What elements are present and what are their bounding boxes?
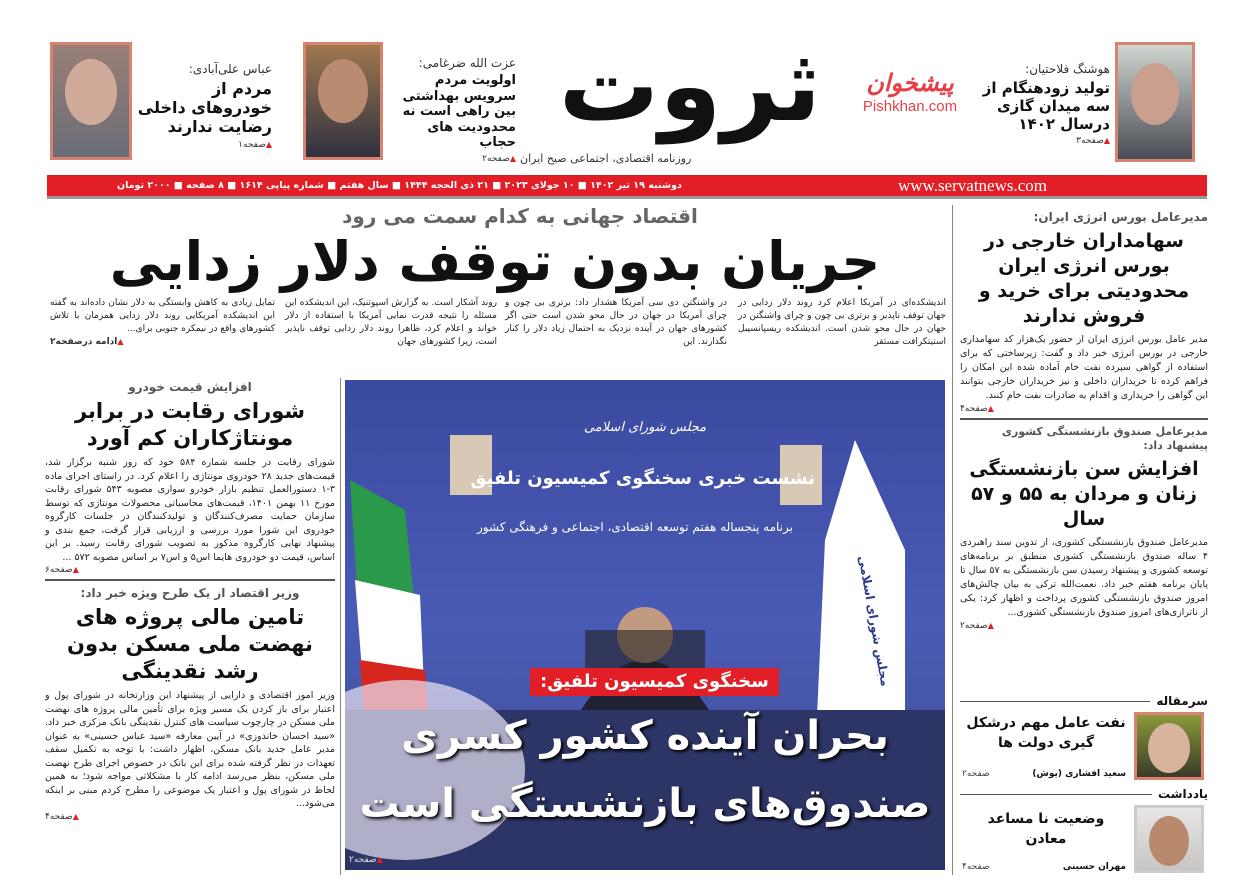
photo-caption-label: سخنگوی کمیسیون تلفیق:: [530, 668, 779, 696]
lead-column: در واشنگتن دی سی آمریکا هشدار داد: برتری بی چون و چرای آمریکا در جهان در حال محو شدن است حتی اگر کشورهای جهان در آینده نزدیک به احتمال زیاد دلار را کنار نگذارند. این: [505, 298, 727, 347]
story-housing: وزیر اقتصاد از یک طرح ویژه خبر داد: تامین مالی پروژه های نهضت ملی مسکن بدون رشد نقدینگی وزیر امور اقتصادی و دارایی از پیشنهاد این وزارتخانه در شورای پول و اعتبار برای باز کردن یک مسیر ویژه برای تأمین مالی پروژه های نهضت ملی مسکن در چارچوب سیاست های کنترل نقدینگی بانک مرکزی خبر داد. «سید احسان خاندوزی» در آیین معارفه «سید عباس حسینی» به عنوان مدیر عامل جدید بانک مسکن، اظهار داشت: با توجه به تکمیل سقف تعهدات در نظر گرفته شده برای این بانک در خصوص اجرای طرح نهضت ملی مسکن، بنظر می‌رسد ادامه کار با مشکلاتی مواجه شود؛ به همین لحاظ در شورای پول و اعتبار یک موضوعی را مطرح کردم مبنی بر اینکه می‌شود... ▲ صفحه۴: [45, 586, 335, 823]
watermark: پیشخوان Pishkhan.com: [862, 69, 958, 115]
editorial-author: سعید افشاری (یوش): [1032, 769, 1126, 779]
note-page[interactable]: صفحه۴: [962, 862, 990, 872]
story-headline[interactable]: سهامداران خارجی در بورس انرژی ایران محدودیتی برای خرید و فروش ندارند: [978, 230, 1190, 327]
logo: ثروت: [558, 27, 822, 144]
story-headline[interactable]: افزایش سن بازنشستگی زنان و مردان به ۵۵ و ۵۷ سال: [969, 458, 1199, 530]
note-author-photo: [1134, 805, 1204, 873]
photo-caption-headline[interactable]: صندوق‌های بازنشستگی است: [359, 781, 931, 827]
lead-column: روند آشکار است. به گزارش اسپوتنیک، این اندیشکده این مسئله را نتیجه قدرت نمایی آمریکا با استفاده از دلار خواند و اعلام کرد، ظاهرا روند دلار زدایی توقف ناپذیر است، زیرا کشورهای جهان: [285, 298, 497, 347]
teaser-zarghami: عزت الله ضرغامی: اولویت مردم سرویس بهداشتی بین راهی است نه محدودیت های حجاب ▲ صفحه۲: [388, 56, 516, 165]
teaser-aliabadi: عباس علی‌آبادی: مردم از خودروهای داخلی رضایت ندارند ▲ صفحه۱: [137, 62, 272, 151]
teaser-headline[interactable]: مردم از خودروهای داخلی رضایت ندارند: [137, 79, 272, 137]
lead-kicker: اقتصاد جهانی به کدام سمت می رود: [342, 204, 698, 228]
story-retirement-age: مدیرعامل صندوق بازنشستگی کشوری پیشنهاد داد: افزایش سن بازنشستگی زنان و مردان به ۵۵ و ۵۷ سال مدیرعامل صندوق بازنشستگی کشوری، از تدوین سند راهبردی ۴ ساله صندوق بازنشستگی کشوری منطبق بر برنامه‌های توسعه کشوری و پیشنهاد رسیدن سن بازنشستگی به ۵۷ سال تا پایان برنامه هفتم خبر داد. نعمت‌الله ترکی به بیان چالش‌های امروز صندوق بازنشستگی کشوری پرداخت و اظهار کرد: یکی از ناترازی‌های امروز صندوق بازنشستگی کشوری... ▲ صفحه۲: [960, 425, 1208, 632]
lead-headline[interactable]: جریان بدون توقف دلار زدایی: [109, 230, 881, 293]
teaser-photo-aliabadi: [50, 42, 132, 160]
note-label: یادداشت: [1152, 785, 1208, 803]
left-column: [45, 380, 335, 875]
flag-text: مجلس شورای اسلامی: [855, 554, 893, 688]
story-headline[interactable]: تامین مالی پروژه های نهضت ملی مسکن بدون رشد نقدینگی: [67, 605, 313, 683]
note-author: مهران حسینی: [1062, 862, 1126, 872]
editorial-label: سرمقاله: [1150, 692, 1208, 710]
editorial: [960, 692, 1208, 782]
issue-info: دوشنبه ۱۹ تیر ۱۴۰۲ ■ ۱۰ جولای ۲۰۲۳ ■ ۲۱ ذی الحجه ۱۴۴۴ ■ سال هفتم ■ شماره پیاپی ۱۶۱۴ ■ ۸ صفحه ■ ۲۰۰۰ تومان: [117, 180, 682, 191]
website-link[interactable]: www.servatnews.com: [897, 176, 1047, 195]
teaser-photo-zarghami: [303, 42, 383, 160]
banner-subtitle: برنامه پنجساله هفتم توسعه اقتصادی، اجتماعی و فرهنگی کشور: [477, 520, 793, 534]
divider: [960, 418, 1208, 420]
divider: [45, 579, 335, 581]
info-bar: [47, 175, 1207, 196]
teaser-headline[interactable]: اولویت مردم سرویس بهداشتی بین راهی است نه محدودیت های حجاب: [402, 73, 516, 151]
column-divider: [952, 205, 953, 875]
photo-caption-headline[interactable]: بحران آینده کشور کسری: [401, 713, 889, 759]
note: [960, 785, 1208, 875]
tagline: روزنامه اقتصادی، اجتماعی صبح ایران: [520, 152, 692, 165]
masthead: [40, 27, 1210, 173]
lead-column: تمایل زیادی به کاهش وابستگی به دلار نشان داده‌اند به گفته این اندیشکده آمریکایی روند دلار زدایی همزمان با تلاش کشورهای واقع در نیمکره جنوبی برای...: [50, 298, 275, 334]
lead-column: اندیشکده‌ای در آمریکا اعلام کرد روند دلار زدایی در جهان توقف ناپذیر و برتری بی چون و چرای واشنگتن در جهان در حال محو شدن است. اندیشکده ریسپانسیبل استیتکرافت مستقر: [738, 298, 946, 347]
lead-continued[interactable]: ▲ ادامه درصفحه۲: [50, 336, 275, 348]
main-photo: [345, 380, 945, 870]
lead-column-wrap: [50, 297, 275, 348]
editorial-headline[interactable]: نفت عامل مهم درشکل گیری دولت ها: [966, 715, 1126, 751]
story-car-prices: افزایش قیمت خودرو شورای رقابت در برابر مونتاژکاران کم آورد شورای رقابت در جلسه شماره ۵۸۴ خود که روز شنبه برگزار شد، قیمت‌های جدید ۲۸ خودروی مونتاژی را اعلام کرد. در راستای اجرای ماده ۳-۱ دستورالعمل تنظیم بازار خودرو سواری مصوبه ۵۴۳ شورای رقابت مورخ ۱۱ بهمن ۱۴۰۱، قیمت‌های محاسباتی محصولات مونتاژی که توسط سازمان حمایت مصرف‌کنندگان و تولیدکنندگان در جلسات کارگروه خودروی این شورا مورد بررسی و ارزیابی قرار گرفت، جمع بندی و پیشنهاد نهایی کارگروه مذکور به تصویب شورای رقابت رسید. بر این اساس، قیمت دو خودروی هایما اس۵ و اس۷ بر اساس مصوبه ۵۷۲ ... ▲ صفحه۶: [45, 380, 335, 576]
column-divider: [340, 378, 341, 875]
editorial-author-photo: [1134, 712, 1204, 780]
story-energy-exchange: مدیرعامل بورس انرژی ایران: سهامداران خارجی در بورس انرژی ایران محدودیتی برای خرید و فروش ندارند مدیر عامل بورس انرژی ایران از حضور یک‌هزار کد سهامداری خارجی در بورس انرژی خبر داد و گفت: زیرساختی که برای استفاده از گواهی سپرده نفت خام آماده شده این امکان را فراهم کرده تا خریداران داخلی و نیز خریداران خارجی بتوانند این گواهی را خریداری و اقدام به صادرات نفت خام کنند. ▲ صفحه۴: [960, 210, 1208, 415]
teaser-photo-falahatian: [1115, 42, 1195, 162]
teaser-headline[interactable]: تولید زودهنگام از سه میدان گازی درسال ۱۴۰۲: [982, 79, 1110, 133]
right-column: [960, 210, 1208, 875]
banner-org: مجلس شورای اسلامی: [583, 420, 707, 435]
photo-page[interactable]: ▲ صفحه۲: [349, 854, 383, 866]
editorial-page[interactable]: صفحه۲: [962, 769, 990, 779]
note-headline[interactable]: وضعیت نا مساعد معادن: [987, 811, 1105, 847]
teaser-falahatian: هوشنگ فلاحتیان: تولید زودهنگام از سه میدان گازی درسال ۱۴۰۲ ▲ صفحه۳: [975, 62, 1110, 147]
banner-title: نشست خبری سخنگوی کمیسیون تلفیق: [470, 468, 815, 489]
story-headline[interactable]: شورای رقابت در برابر مونتاژکاران کم آورد: [74, 399, 306, 450]
